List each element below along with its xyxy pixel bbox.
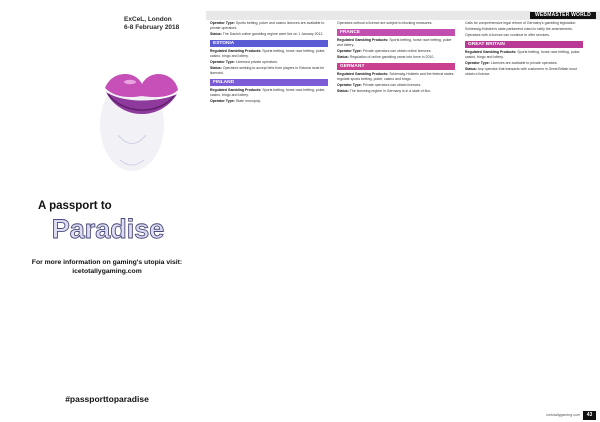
article-column-1 [210,21,328,406]
paragraph: Regulated Gambling Products: Sports betting, horse race betting, poker, casino, bingo and lottery. [210,49,326,58]
paragraph: Regulated Gambling Products: Sports betting, horse race betting, poker and lottery. [337,38,452,47]
paragraph: Operator Type: State monopoly. [210,99,261,103]
paragraph: Status: Any operator that transacts with customers in Great Britain must obtain a licence. [465,67,577,76]
paragraph: Regulated Gambling Products: Sports betting, horse race betting, poker, casino, bingo and lottery. [210,88,326,97]
section-heading-france: FRANCE [337,29,455,36]
paragraph: Status: The Danish online gambling regime went live on 1 January 2012. [210,32,324,36]
paragraph: Operator Type: Private operators can obtain online licences. [337,49,432,53]
paradise-wordmark [28,215,188,245]
page-header-bar [206,11,600,20]
event-dates: 6-8 February 2018 [124,24,180,31]
ad-promo-text: For more information on gaming's utopia visit: icetotallygaming.com [31,259,183,275]
paragraph: Status: Regulation of online gambling came into force in 2010. [337,55,435,59]
ad-headline: A passport to [38,200,112,212]
paragraph: Regulated Gambling Products: Schleswig-Holstein and the federal states regulate sports betting, poker, casino and bingo. [337,72,454,81]
article-page [206,0,600,422]
event-venue: ExCeL, London [124,16,172,23]
paragraph: Calls for comprehensive legal reform of Germany's gambling legislation. [465,21,577,25]
paragraph: Regulated Gambling Products: Sports betting, horse race betting, poker, casino, bingo and lottery. [465,50,581,59]
paragraph: Operators with a licence can continue to offer services. [465,33,550,37]
section-heading-estonia: ESTONIA [210,40,328,47]
page-footer [206,406,600,422]
paragraph: Operator Type: Licences are available to private operators. [465,61,558,65]
lips-illustration [50,40,200,210]
section-heading-great-britain: GREAT BRITAIN [465,41,583,48]
footer-website: icetotallygaming.com [546,413,580,417]
paragraph: Schleswig-Holstein's state parliament voted to ratify the amendments. [465,27,573,31]
page-number: 43 [583,411,596,420]
paragraph: Status: Operators seeking to accept bets from players in Estonia must be licensed. [210,66,325,75]
advert-page [0,0,206,422]
paragraph: Operator Type: Licensed private operators. [210,60,279,64]
article-column-2 [337,21,455,406]
article-column-3 [465,21,583,406]
svg-text:Paradise: Paradise [51,215,165,244]
paragraph: Operator Type: Private operators can obtain licences. [337,83,422,87]
section-heading-finland: FINLAND [210,79,328,86]
section-brand: WEBMASTER WORLD [530,12,596,19]
ad-hashtag: #passporttoparadise [65,394,149,404]
paragraph: Operator Type: Sports betting, poker and casino licences are available to private operators. [210,21,325,30]
paragraph: Operators without a licence are subject to blocking measures. [337,21,433,25]
event-info [124,16,196,32]
paragraph: Status: The licensing regime in Germany is in a state of flux. [337,89,432,93]
section-heading-germany: GERMANY [337,63,455,70]
